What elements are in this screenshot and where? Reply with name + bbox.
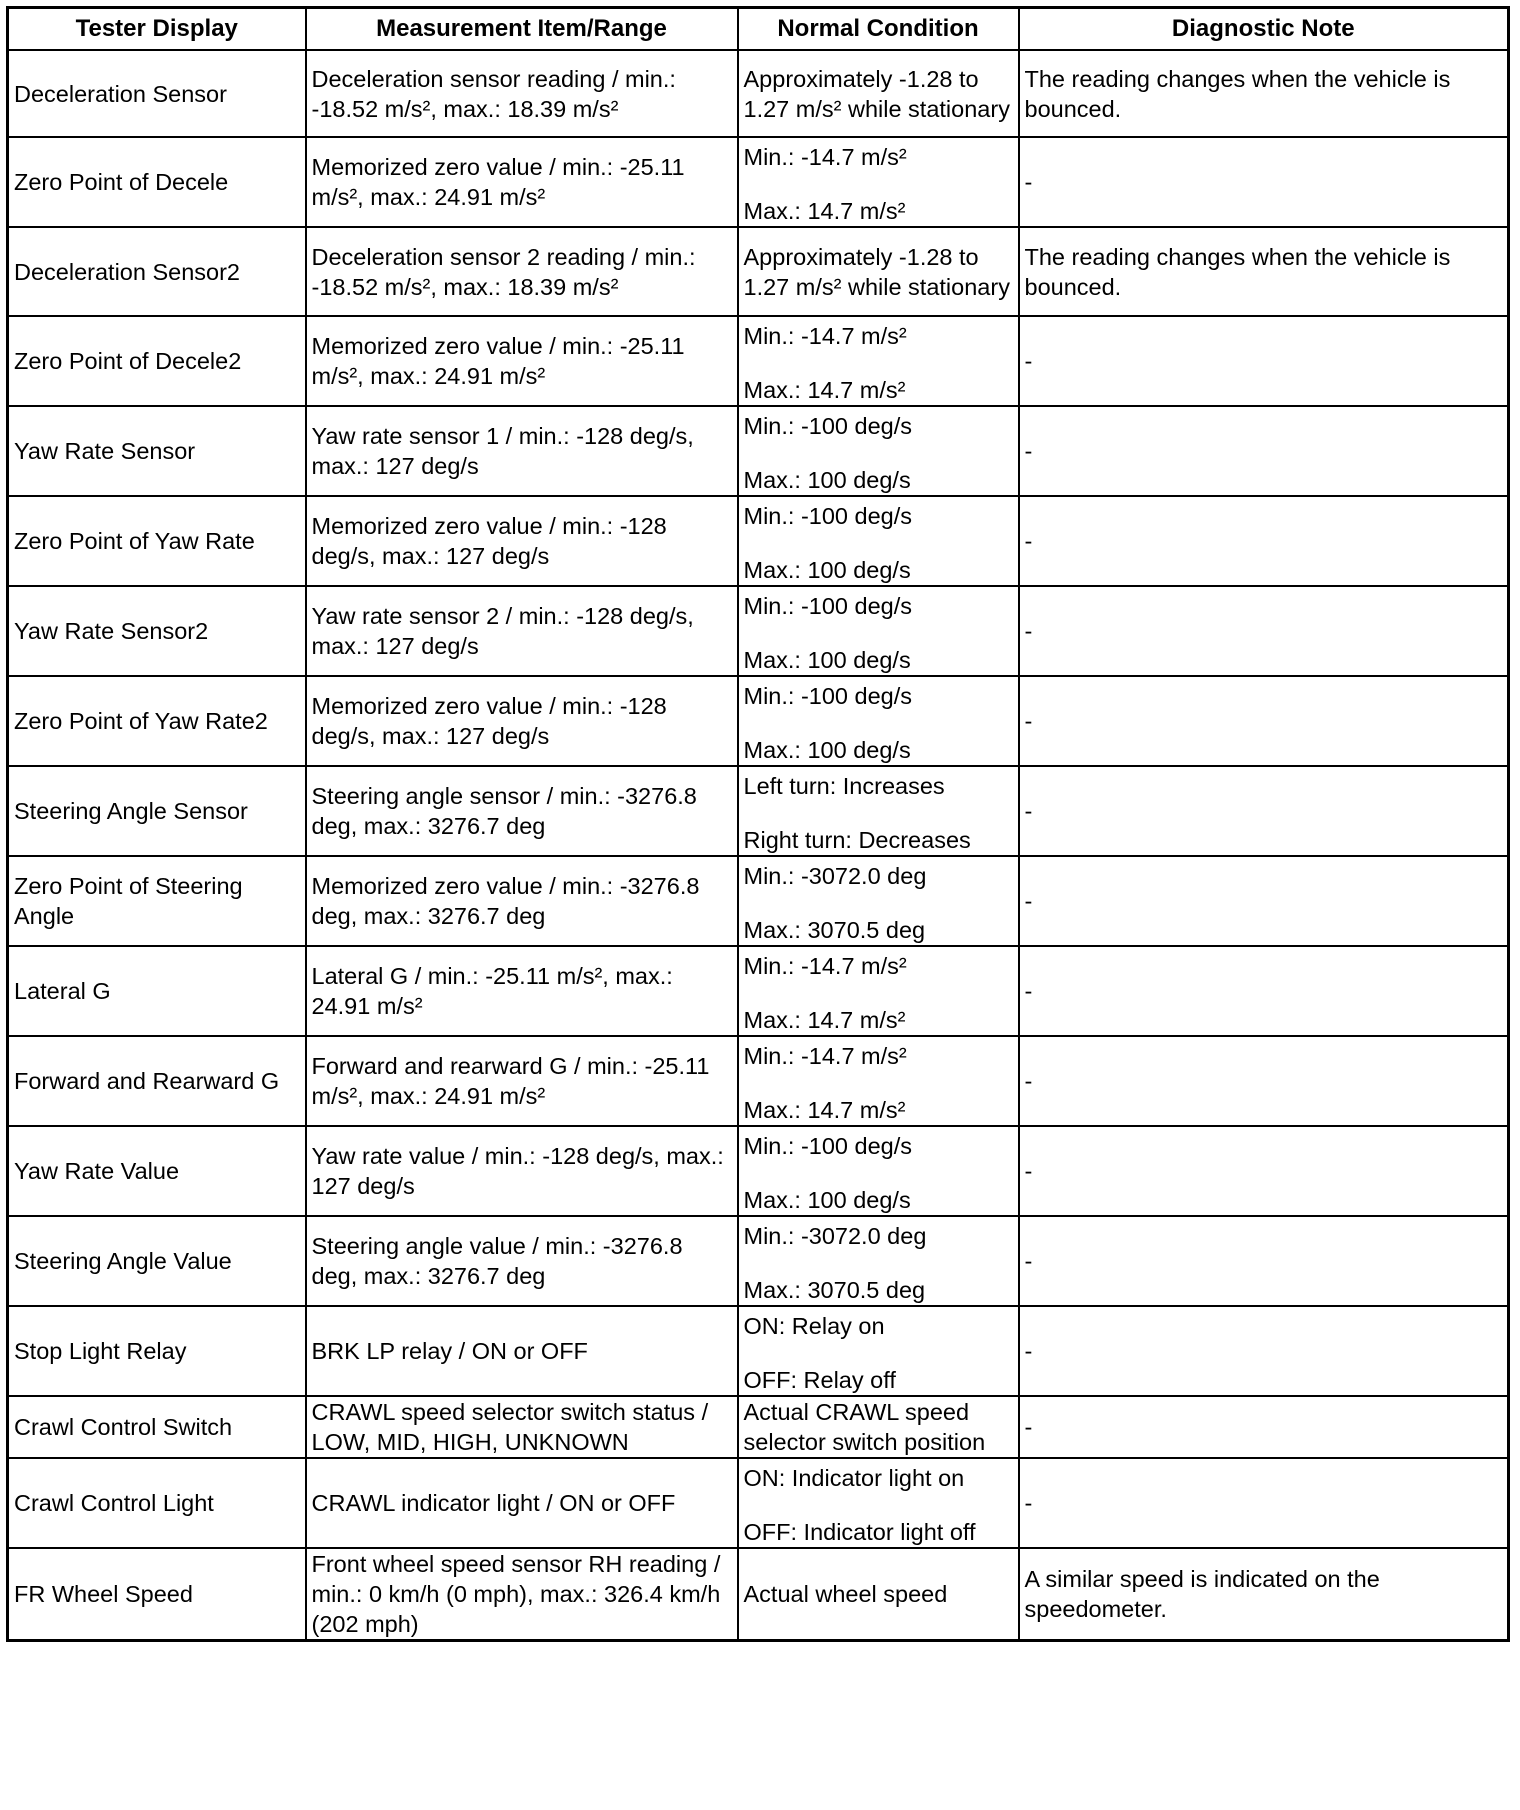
normal-condition-cell xyxy=(738,1458,1019,1548)
table-row xyxy=(8,1458,1509,1548)
tester-display-cell: Zero Point of Steering Angle xyxy=(8,856,306,946)
normal-condition-line: Actual wheel speed xyxy=(743,1581,948,1607)
diagnostic-note-cell: - xyxy=(1019,1126,1509,1216)
tester-display-cell: Yaw Rate Value xyxy=(8,1126,306,1216)
normal-condition-line: Max.: 14.7 m/s² xyxy=(743,377,906,403)
normal-condition-line: Approximately -1.28 to 1.27 m/s² while stationary xyxy=(743,65,1010,122)
header-diagnostic-note: Diagnostic Note xyxy=(1019,8,1509,51)
tester-display-cell: Forward and Rearward G xyxy=(8,1036,306,1126)
normal-condition-line: ON: Indicator light on xyxy=(743,1465,965,1491)
table-row xyxy=(8,1548,1509,1641)
diagnostic-note-cell: - xyxy=(1019,1306,1509,1396)
normal-condition-line: Max.: 100 deg/s xyxy=(743,647,911,673)
diagnostic-note-cell: - xyxy=(1019,676,1509,766)
measurement-range-cell: Yaw rate sensor 2 / min.: -128 deg/s, max.: 127 deg/s xyxy=(306,586,738,676)
normal-condition-cell xyxy=(738,856,1019,946)
measurement-range-cell: Steering angle sensor / min.: -3276.8 deg, max.: 3276.7 deg xyxy=(306,766,738,856)
normal-condition-line: Max.: 100 deg/s xyxy=(743,467,911,493)
diagnostic-note-cell: A similar speed is indicated on the speedometer. xyxy=(1019,1548,1509,1641)
table-row xyxy=(8,496,1509,586)
diagnostic-note-cell: - xyxy=(1019,1036,1509,1126)
diagnostic-note-cell: The reading changes when the vehicle is bounced. xyxy=(1019,227,1509,316)
measurement-range-cell: Deceleration sensor reading / min.: -18.52 m/s², max.: 18.39 m/s² xyxy=(306,50,738,137)
header-normal-condition: Normal Condition xyxy=(738,8,1019,51)
table-row xyxy=(8,1216,1509,1306)
measurement-range-cell: CRAWL speed selector switch status / LOW, MID, HIGH, UNKNOWN xyxy=(306,1396,738,1458)
measurement-range-cell: BRK LP relay / ON or OFF xyxy=(306,1306,738,1396)
tester-display-cell: Crawl Control Switch xyxy=(8,1396,306,1458)
normal-condition-line: Max.: 3070.5 deg xyxy=(743,917,926,943)
normal-condition-line: Max.: 3070.5 deg xyxy=(743,1277,926,1303)
table-row xyxy=(8,856,1509,946)
tester-display-cell: Stop Light Relay xyxy=(8,1306,306,1396)
normal-condition-line: Min.: -100 deg/s xyxy=(743,683,913,709)
data-list-table xyxy=(6,6,1510,1642)
tester-display-cell: FR Wheel Speed xyxy=(8,1548,306,1641)
diagnostic-note-cell: - xyxy=(1019,137,1509,227)
normal-condition-cell xyxy=(738,227,1019,316)
table-row xyxy=(8,676,1509,766)
diagnostic-note-cell: - xyxy=(1019,946,1509,1036)
diagnostic-note-cell: - xyxy=(1019,766,1509,856)
normal-condition-cell xyxy=(738,50,1019,137)
tester-display-cell: Zero Point of Yaw Rate2 xyxy=(8,676,306,766)
table-row xyxy=(8,1306,1509,1396)
normal-condition-cell xyxy=(738,1306,1019,1396)
diagnostic-note-cell: - xyxy=(1019,1458,1509,1548)
normal-condition-cell xyxy=(738,946,1019,1036)
normal-condition-line: Max.: 14.7 m/s² xyxy=(743,1097,906,1123)
table-row xyxy=(8,316,1509,406)
table-row xyxy=(8,946,1509,1036)
normal-condition-line: ON: Relay on xyxy=(743,1313,885,1339)
measurement-range-cell: Yaw rate value / min.: -128 deg/s, max.: 127 deg/s xyxy=(306,1126,738,1216)
diagnostic-note-cell: The reading changes when the vehicle is bounced. xyxy=(1019,50,1509,137)
normal-condition-line: Min.: -100 deg/s xyxy=(743,503,913,529)
normal-condition-cell xyxy=(738,676,1019,766)
normal-condition-cell xyxy=(738,766,1019,856)
tester-display-cell: Zero Point of Decele xyxy=(8,137,306,227)
normal-condition-cell xyxy=(738,137,1019,227)
normal-condition-line: Min.: -100 deg/s xyxy=(743,1133,913,1159)
normal-condition-cell xyxy=(738,496,1019,586)
table-row xyxy=(8,227,1509,316)
normal-condition-line: OFF: Indicator light off xyxy=(743,1519,976,1545)
normal-condition-line: Approximately -1.28 to 1.27 m/s² while stationary xyxy=(743,243,1010,300)
measurement-range-cell: Memorized zero value / min.: -25.11 m/s², max.: 24.91 m/s² xyxy=(306,316,738,406)
normal-condition-line: Max.: 100 deg/s xyxy=(743,1187,911,1213)
normal-condition-line: Max.: 14.7 m/s² xyxy=(743,1007,906,1033)
diagnostic-note-cell: - xyxy=(1019,1396,1509,1458)
measurement-range-cell: Memorized zero value / min.: -3276.8 deg, max.: 3276.7 deg xyxy=(306,856,738,946)
normal-condition-cell xyxy=(738,1216,1019,1306)
tester-display-cell: Crawl Control Light xyxy=(8,1458,306,1548)
table-row xyxy=(8,1126,1509,1216)
table-row xyxy=(8,766,1509,856)
table-row xyxy=(8,1396,1509,1458)
normal-condition-line: OFF: Relay off xyxy=(743,1367,896,1393)
normal-condition-line: Min.: -14.7 m/s² xyxy=(743,1043,907,1069)
measurement-range-cell: CRAWL indicator light / ON or OFF xyxy=(306,1458,738,1548)
normal-condition-cell xyxy=(738,586,1019,676)
normal-condition-line: Max.: 14.7 m/s² xyxy=(743,198,906,224)
diagnostic-note-cell: - xyxy=(1019,856,1509,946)
tester-display-cell: Yaw Rate Sensor xyxy=(8,406,306,496)
normal-condition-line: Max.: 100 deg/s xyxy=(743,557,911,583)
normal-condition-line: Min.: -14.7 m/s² xyxy=(743,323,907,349)
measurement-range-cell: Memorized zero value / min.: -128 deg/s, max.: 127 deg/s xyxy=(306,496,738,586)
table-body xyxy=(8,50,1509,1641)
normal-condition-line: Min.: -100 deg/s xyxy=(743,413,913,439)
normal-condition-cell xyxy=(738,1396,1019,1458)
tester-display-cell: Zero Point of Yaw Rate xyxy=(8,496,306,586)
measurement-range-cell: Yaw rate sensor 1 / min.: -128 deg/s, max.: 127 deg/s xyxy=(306,406,738,496)
normal-condition-line: Min.: -100 deg/s xyxy=(743,593,913,619)
normal-condition-line: Max.: 100 deg/s xyxy=(743,737,911,763)
data-list-table-container xyxy=(6,6,1510,1642)
diagnostic-note-cell: - xyxy=(1019,1216,1509,1306)
diagnostic-note-cell: - xyxy=(1019,496,1509,586)
normal-condition-line: Min.: -14.7 m/s² xyxy=(743,953,907,979)
table-row xyxy=(8,406,1509,496)
measurement-range-cell: Memorized zero value / min.: -128 deg/s, max.: 127 deg/s xyxy=(306,676,738,766)
table-row xyxy=(8,137,1509,227)
normal-condition-line: Actual CRAWL speed selector switch position xyxy=(743,1399,986,1455)
measurement-range-cell: Memorized zero value / min.: -25.11 m/s², max.: 24.91 m/s² xyxy=(306,137,738,227)
normal-condition-cell xyxy=(738,1548,1019,1641)
tester-display-cell: Lateral G xyxy=(8,946,306,1036)
tester-display-cell: Steering Angle Sensor xyxy=(8,766,306,856)
normal-condition-line: Left turn: Increases xyxy=(743,773,945,799)
measurement-range-cell: Deceleration sensor 2 reading / min.: -18.52 m/s², max.: 18.39 m/s² xyxy=(306,227,738,316)
normal-condition-cell xyxy=(738,1036,1019,1126)
table-row xyxy=(8,586,1509,676)
normal-condition-line: Min.: -14.7 m/s² xyxy=(743,144,907,170)
measurement-range-cell: Front wheel speed sensor RH reading / min.: 0 km/h (0 mph), max.: 326.4 km/h (202 mph) xyxy=(306,1548,738,1641)
tester-display-cell: Deceleration Sensor2 xyxy=(8,227,306,316)
tester-display-cell: Deceleration Sensor xyxy=(8,50,306,137)
tester-display-cell: Zero Point of Decele2 xyxy=(8,316,306,406)
diagnostic-note-cell: - xyxy=(1019,316,1509,406)
tester-display-cell: Yaw Rate Sensor2 xyxy=(8,586,306,676)
measurement-range-cell: Steering angle value / min.: -3276.8 deg, max.: 3276.7 deg xyxy=(306,1216,738,1306)
normal-condition-line: Min.: -3072.0 deg xyxy=(743,863,927,889)
normal-condition-line: Min.: -3072.0 deg xyxy=(743,1223,927,1249)
measurement-range-cell: Forward and rearward G / min.: -25.11 m/s², max.: 24.91 m/s² xyxy=(306,1036,738,1126)
normal-condition-cell xyxy=(738,406,1019,496)
normal-condition-line: Right turn: Decreases xyxy=(743,827,971,853)
tester-display-cell: Steering Angle Value xyxy=(8,1216,306,1306)
table-row xyxy=(8,50,1509,137)
header-measurement-item: Measurement Item/Range xyxy=(306,8,738,51)
diagnostic-note-cell: - xyxy=(1019,406,1509,496)
header-row xyxy=(8,8,1509,51)
header-tester-display: Tester Display xyxy=(8,8,306,51)
measurement-range-cell: Lateral G / min.: -25.11 m/s², max.: 24.91 m/s² xyxy=(306,946,738,1036)
normal-condition-cell xyxy=(738,1126,1019,1216)
diagnostic-note-cell: - xyxy=(1019,586,1509,676)
table-row xyxy=(8,1036,1509,1126)
normal-condition-cell xyxy=(738,316,1019,406)
